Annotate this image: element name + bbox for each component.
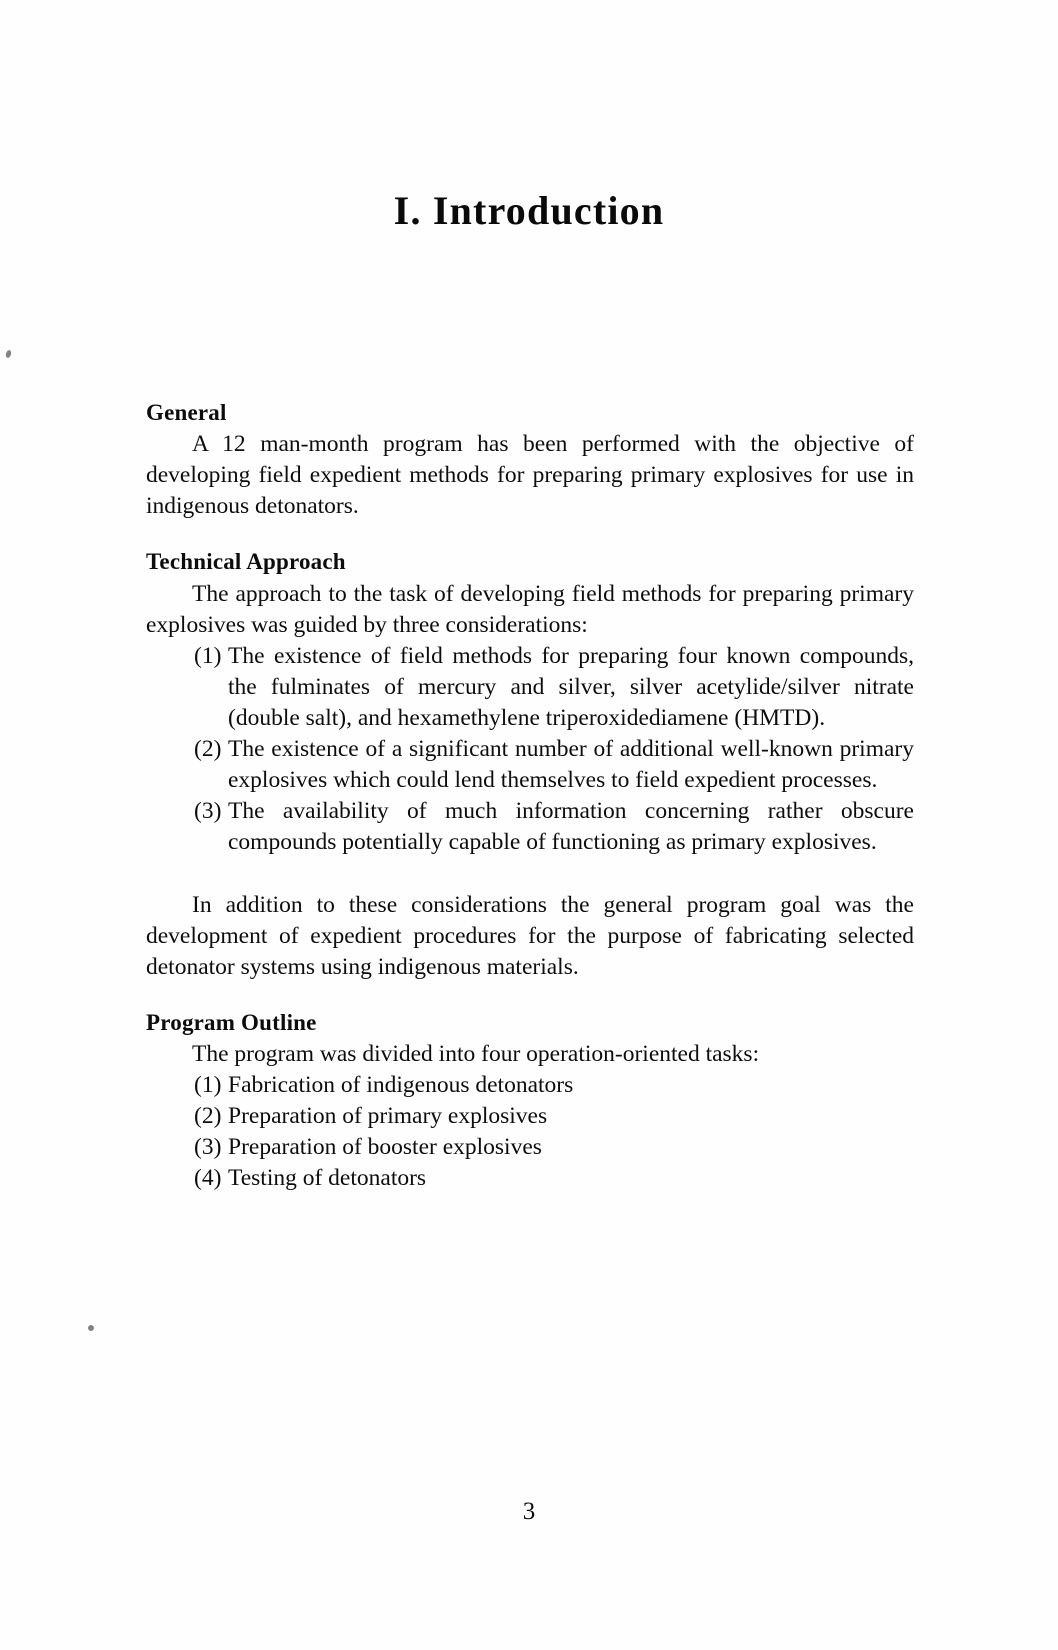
list-item-marker: (1) <box>194 642 222 669</box>
scan-speckle <box>5 349 12 358</box>
section-general <box>146 398 914 522</box>
list-item-marker: (2) <box>194 1103 222 1130</box>
page-number: 3 <box>522 1498 536 1525</box>
scan-speckle <box>88 1325 94 1331</box>
section-technical-approach <box>146 547 914 982</box>
list-item-marker: (2) <box>194 735 222 762</box>
list-item <box>146 1101 914 1132</box>
list-item-marker: (4) <box>194 1165 222 1192</box>
list-item <box>146 1163 914 1194</box>
list-item-text: Preparation of primary explosives <box>228 1103 548 1130</box>
paragraph-program-outline-intro: The program was divided into four operation-oriented tasks: <box>192 1041 760 1068</box>
list-item-text: The availability of much information concerning rather obscure compounds potentially capable of functioning as primary explosives. <box>228 797 914 855</box>
list-item-marker: (3) <box>194 1134 222 1161</box>
paragraph-technical-approach-closing: In addition to these considerations the general program goal was the development of expedient procedures for the purpose of fabricating selected detonator systems using indigenous materials. <box>146 891 914 980</box>
section-program-outline <box>146 1008 914 1194</box>
list-item-text: The existence of a significant number of additional well-known primary explosives which could lend themselves to field expedient processes. <box>228 735 914 793</box>
list-item <box>146 796 914 858</box>
list-item-text: Testing of detonators <box>228 1165 427 1192</box>
list-item-text: Fabrication of indigenous detonators <box>228 1072 574 1099</box>
section-heading-program-outline: Program Outline <box>146 1009 317 1035</box>
list-item <box>146 1132 914 1163</box>
page-title: I. Introduction <box>393 187 665 233</box>
tasks-list <box>146 1070 914 1194</box>
list-item-marker: (3) <box>194 797 222 824</box>
list-item <box>146 641 914 734</box>
paragraph-technical-approach-intro: The approach to the task of developing field methods for preparing primary explosives was guided by three considerations: <box>146 580 914 638</box>
list-item <box>146 1070 914 1101</box>
paragraph-general: A 12 man-month program has been performed with the objective of developing field expedient methods for preparing primary explosives for use in indigenous detonators. <box>146 431 914 520</box>
list-item <box>146 734 914 796</box>
list-item-text: Preparation of booster explosives <box>228 1134 542 1161</box>
list-item-marker: (1) <box>194 1072 222 1099</box>
considerations-list <box>146 641 914 858</box>
list-item-text: The existence of field methods for preparing four known compounds, the fulminates of mercury and silver, silver acetylide/silver nitrate (double salt), and hexamethylene triperoxidediamene (HMTD). <box>228 642 914 731</box>
document-body <box>146 398 914 1194</box>
section-heading-technical-approach: Technical Approach <box>146 549 346 575</box>
section-heading-general: General <box>146 400 227 425</box>
